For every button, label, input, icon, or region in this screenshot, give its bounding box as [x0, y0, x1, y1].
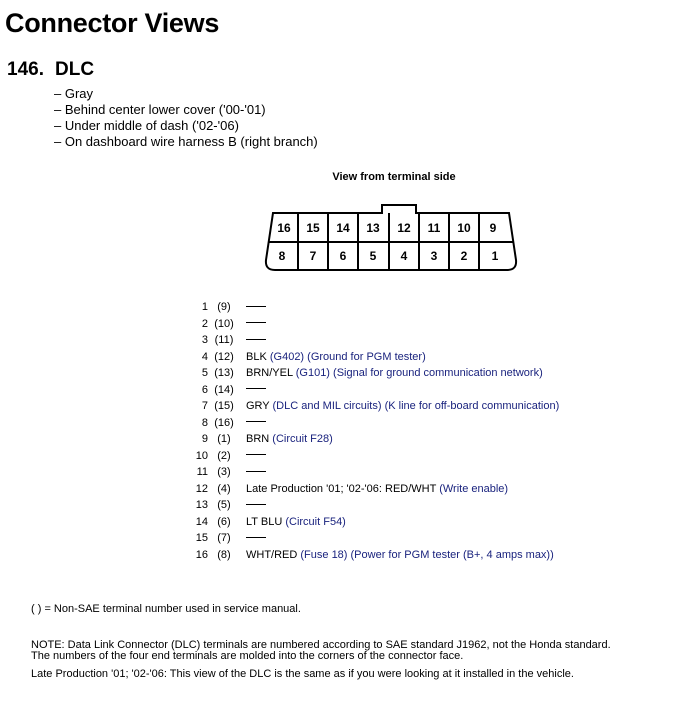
sae-terminal-number: (8) — [217, 548, 231, 561]
wire-color: Late Production '01; '02-'06: RED/WHT — [246, 482, 437, 495]
unused-terminal-dash — [246, 537, 266, 538]
wire-color: WHT/RED — [246, 548, 298, 561]
terminal-number: 15 — [195, 532, 208, 544]
note-location-02-06: – Under middle of dash ('02-'06) — [54, 118, 239, 133]
late-production-note: Late Production '01; '02-'06: This view of the DLC is the same as if you were looking at it installed in the vehicle. — [31, 668, 574, 680]
unused-terminal-dash — [246, 339, 266, 340]
sae-terminal-number: (13) — [214, 367, 234, 379]
terminal-description: (Circuit F54) — [285, 515, 346, 528]
sae-terminal-number: (7) — [217, 532, 231, 544]
terminal-wire-info — [246, 400, 559, 412]
sae-terminal-number: (11) — [214, 334, 234, 346]
terminal-wire-info — [246, 384, 266, 396]
connector-notes — [54, 86, 318, 150]
terminal-wire-info — [246, 417, 266, 429]
sae-terminal-number: (12) — [214, 350, 234, 363]
terminal-description: (G402) (Ground for PGM tester) — [269, 350, 426, 363]
sae-terminal-number: (10) — [214, 317, 234, 330]
terminal-7: 7 — [309, 249, 317, 263]
terminal-number: 3 — [201, 334, 208, 346]
terminal-15: 15 — [306, 221, 320, 235]
unused-terminal-dash — [246, 454, 266, 455]
terminal-number: 16 — [195, 548, 208, 561]
terminal-5: 5 — [369, 249, 377, 263]
terminal-description: (Circuit F28) — [272, 433, 333, 445]
terminal-wire-info — [246, 499, 266, 511]
terminal-number: 9 — [201, 433, 208, 445]
terminal-6: 6 — [339, 249, 347, 263]
terminal-wire-info — [246, 433, 333, 445]
sae-terminal-number: (4) — [217, 482, 231, 495]
terminal-wire-info — [246, 549, 554, 561]
terminal-wire-info — [246, 516, 346, 528]
unused-terminal-dash — [246, 322, 266, 323]
terminal-number: 13 — [195, 499, 208, 511]
terminal-number: 11 — [196, 466, 208, 478]
terminal-wire-info — [246, 367, 543, 379]
terminal-wire-info — [246, 532, 266, 544]
wire-color: BRN/YEL — [246, 367, 293, 379]
terminal-wire-info — [246, 351, 426, 363]
terminal-number: 1 — [201, 301, 208, 313]
terminal-number: 12 — [195, 482, 208, 495]
terminal-2: 2 — [460, 249, 468, 263]
unused-terminal-dash — [246, 421, 266, 422]
terminal-description: (G101) (Signal for ground communication network) — [295, 367, 543, 379]
terminal-1: 1 — [491, 249, 499, 263]
legend-note: ( ) = Non-SAE terminal number used in service manual. — [31, 603, 301, 615]
sae-terminal-number: (14) — [214, 383, 234, 396]
terminal-13: 13 — [366, 221, 380, 235]
sae-terminal-number: (9) — [217, 301, 231, 313]
sae-terminal-number: (5) — [217, 499, 231, 511]
wire-color: GRY — [246, 400, 270, 412]
terminal-wire-info — [246, 318, 266, 330]
unused-terminal-dash — [246, 306, 266, 307]
sae-terminal-number: (16) — [214, 416, 234, 429]
view-label: View from terminal side — [332, 171, 456, 183]
terminal-number: 2 — [201, 317, 208, 330]
terminal-3: 3 — [430, 249, 438, 263]
note-line-2: The numbers of the four end terminals are molded into the corners of the connector face. — [31, 650, 464, 662]
terminal-number: 14 — [195, 515, 208, 528]
terminal-12: 12 — [397, 221, 411, 235]
terminal-10: 10 — [457, 221, 471, 235]
terminal-description: (Write enable) — [439, 482, 509, 495]
unused-terminal-dash — [246, 471, 266, 472]
note-color: – Gray — [54, 86, 94, 101]
terminal-wire-info — [246, 334, 266, 346]
wire-color: BRN — [246, 433, 270, 445]
terminal-16: 16 — [277, 221, 291, 235]
unused-terminal-dash — [246, 388, 266, 389]
sae-numbering-note — [31, 640, 611, 662]
terminal-number: 8 — [201, 416, 208, 429]
terminal-wire-info — [246, 466, 266, 478]
terminal-number: 10 — [195, 449, 208, 462]
terminal-number: 5 — [201, 367, 208, 379]
terminal-wire-info — [246, 301, 266, 313]
sae-terminal-number: (2) — [217, 449, 231, 462]
terminal-wire-info — [246, 483, 508, 495]
terminal-description: (DLC and MIL circuits) (K line for off-board communication) — [272, 400, 560, 412]
note-location-00-01: – Behind center lower cover ('00-'01) — [54, 102, 266, 117]
page-title: Connector Views — [5, 8, 220, 38]
dlc-connector-diagram — [262, 202, 520, 274]
terminal-number: 7 — [201, 400, 208, 412]
terminal-14: 14 — [336, 221, 350, 235]
sae-terminal-number: (3) — [217, 466, 231, 478]
terminal-9: 9 — [489, 221, 497, 235]
wire-color: BLK — [246, 350, 267, 363]
terminal-4: 4 — [400, 249, 408, 263]
unused-terminal-dash — [246, 504, 266, 505]
note-harness: – On dashboard wire harness B (right branch) — [54, 134, 318, 149]
section-number: 146. — [7, 59, 44, 80]
terminal-wire-info — [246, 450, 266, 462]
terminal-description: (Fuse 18) (Power for PGM tester (B+, 4 amps max)) — [300, 548, 554, 561]
sae-terminal-number: (1) — [217, 433, 231, 445]
terminal-number: 6 — [201, 383, 208, 396]
wire-color: LT BLU — [246, 515, 283, 528]
terminal-11: 11 — [427, 221, 441, 235]
sae-terminal-number: (15) — [214, 400, 234, 412]
note-line-1: NOTE: Data Link Connector (DLC) terminals are numbered according to SAE standard J1962, not the Honda standard. — [31, 639, 611, 651]
terminal-8: 8 — [278, 249, 286, 263]
terminal-number: 4 — [201, 350, 208, 363]
section-title: DLC — [55, 59, 95, 80]
sae-terminal-number: (6) — [217, 515, 231, 528]
